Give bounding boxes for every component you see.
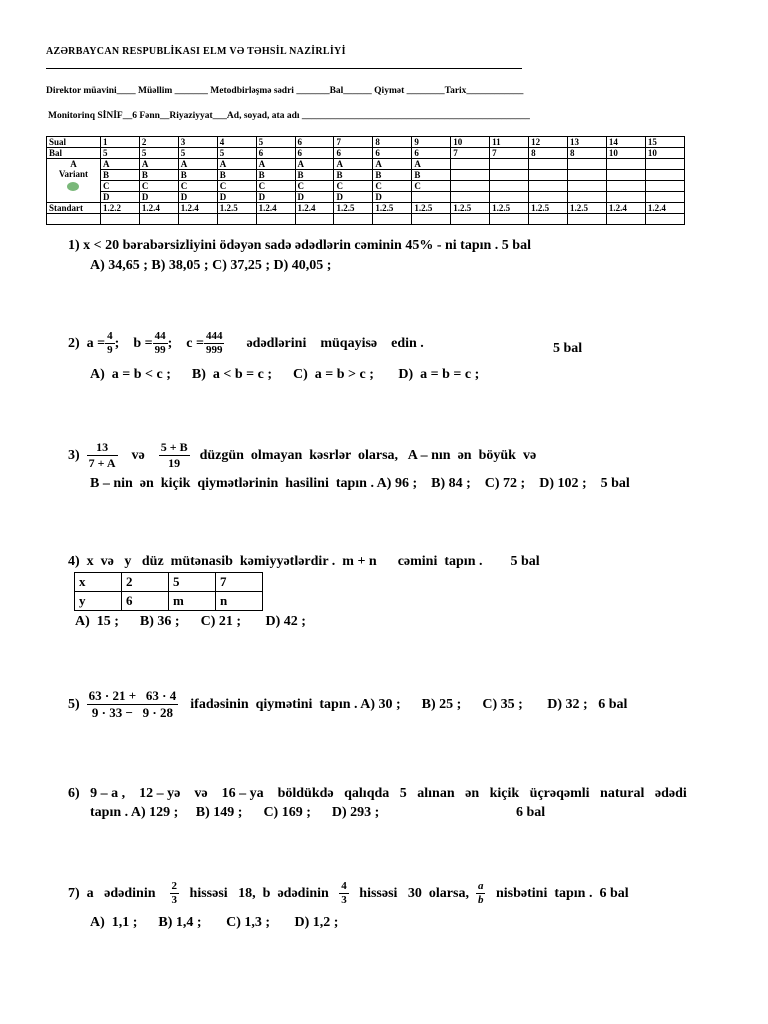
math-text: a ədədinin: [86, 885, 156, 901]
grid-cell: 1: [100, 137, 139, 148]
grid-cell: B: [373, 170, 412, 181]
grid-cell: 1.2.5: [451, 203, 490, 214]
fraction-numerator: 4: [107, 330, 113, 342]
grid-label-standart: Standart: [47, 203, 101, 214]
grid-cell: 13: [568, 137, 607, 148]
grid-cell: 7: [490, 148, 529, 159]
grid-cell: [606, 159, 645, 170]
header-divider: [46, 68, 522, 69]
grid-cell: C: [178, 181, 217, 192]
table-cell: x: [75, 573, 122, 592]
answer-grid: [46, 136, 685, 225]
grid-cell: [529, 181, 568, 192]
fraction-denominator: 99: [154, 344, 166, 356]
grid-cell: [568, 192, 607, 203]
leaf-logo-icon: [67, 182, 79, 191]
grid-cell: 7: [451, 148, 490, 159]
grid-cell: 4: [217, 137, 256, 148]
grid-cell: 8: [373, 137, 412, 148]
grid-cell: [47, 214, 101, 225]
grid-cell: [256, 214, 295, 225]
fraction-denominator: 9 · 33 − 9 · 28: [91, 705, 174, 720]
fraction-numerator: 13: [87, 440, 118, 456]
grid-cell: D: [334, 192, 373, 203]
grid-cell: [490, 192, 529, 203]
grid-cell: [645, 170, 684, 181]
grid-row-option-d: [47, 192, 685, 203]
math-text: ədədlərini müqayisə edin .: [246, 335, 424, 351]
grid-label-sual: Sual: [47, 137, 101, 148]
grid-cell: D: [139, 192, 178, 203]
grid-cell: [412, 192, 451, 203]
grid-cell: B: [256, 170, 295, 181]
grid-cell: 1.2.5: [412, 203, 451, 214]
question-2-score: 5 bal: [553, 341, 583, 356]
grid-cell: 6: [412, 148, 451, 159]
grid-cell: [529, 170, 568, 181]
grid-cell: [451, 214, 490, 225]
question-2-text: [68, 330, 424, 357]
grid-cell: 5: [100, 148, 139, 159]
grid-cell: 3: [178, 137, 217, 148]
fraction: [204, 330, 225, 357]
grid-cell: B: [295, 170, 334, 181]
grid-cell: 1.2.5: [529, 203, 568, 214]
grid-row-option-a: [47, 159, 685, 170]
grid-cell: C: [334, 181, 373, 192]
table-cell: y: [75, 592, 122, 611]
grid-cell: A: [334, 159, 373, 170]
grid-cell: [529, 214, 568, 225]
grid-cell: [490, 159, 529, 170]
math-text: ; c =: [167, 335, 204, 351]
grid-cell: B: [334, 170, 373, 181]
fraction-denominator: 7 + A: [88, 456, 116, 470]
grid-cell: 1.2.4: [606, 203, 645, 214]
question-7-text: [68, 880, 629, 907]
fraction-denominator: 3: [171, 894, 178, 906]
grid-cell: [490, 214, 529, 225]
grid-cell: [606, 181, 645, 192]
grid-cell: 14: [606, 137, 645, 148]
grid-cell: B: [100, 170, 139, 181]
grid-row-empty: [47, 214, 685, 225]
fraction-numerator: 44: [154, 330, 166, 342]
grid-cell: [568, 214, 607, 225]
grid-cell: 10: [645, 148, 684, 159]
table-row: [75, 592, 263, 611]
math-text: ifadəsinin qiymətini tapın . A) 30 ; B) 25 ; C) 35 ; D) 32 ; 6 bal: [190, 696, 628, 712]
student-line: Monitorinq SİNİF__6 Fənn__Riyaziyyat___Ad, soyad, ata adı ________________________________________________: [48, 111, 530, 121]
grid-cell: 1.2.5: [334, 203, 373, 214]
fraction-numerator: a: [477, 880, 484, 892]
grid-cell: 1.2.4: [256, 203, 295, 214]
grid-cell: B: [178, 170, 217, 181]
grid-cell: A: [295, 159, 334, 170]
grid-cell: 1.2.5: [217, 203, 256, 214]
question-4-text: 4) x və y düz mütənasib kəmiyyətlərdir . m + n cəmini tapın . 5 bal: [68, 554, 540, 569]
grid-cell: 1.2.2: [100, 203, 139, 214]
grid-cell: [568, 159, 607, 170]
grid-cell: 10: [451, 137, 490, 148]
grid-cell: [295, 214, 334, 225]
grid-row-option-c: [47, 181, 685, 192]
grid-cell: 5: [217, 148, 256, 159]
grid-cell: 1.2.4: [645, 203, 684, 214]
question-number: 7): [68, 885, 80, 901]
grid-cell: 1.2.4: [295, 203, 334, 214]
staff-line: Direktor müavini____ Müəllim _______ Metodbirləşmə sədri _______Bal______ Qiymət ________Tarix____________: [46, 86, 524, 96]
fraction-numerator: 4: [341, 880, 347, 892]
table-cell: n: [216, 592, 263, 611]
grid-cell: 1.2.5: [568, 203, 607, 214]
table-cell: 6: [122, 592, 169, 611]
grid-row-bal: [47, 148, 685, 159]
table-cell: 2: [122, 573, 169, 592]
grid-cell: A: [412, 159, 451, 170]
grid-cell: 1.2.4: [139, 203, 178, 214]
fraction: [159, 440, 190, 471]
grid-cell: [529, 192, 568, 203]
grid-cell: 6: [256, 148, 295, 159]
grid-row-sual: [47, 137, 685, 148]
fraction: [170, 880, 180, 907]
fraction: [476, 880, 486, 907]
fraction-denominator: b: [477, 894, 484, 906]
grid-cell: A: [373, 159, 412, 170]
variant-letter: A: [70, 159, 77, 169]
grid-cell: 6: [373, 148, 412, 159]
table-row: [75, 573, 263, 592]
grid-cell: C: [295, 181, 334, 192]
grid-cell: 2: [139, 137, 178, 148]
fraction-denominator: 9: [107, 344, 113, 356]
table-cell: 7: [216, 573, 263, 592]
grid-cell: B: [412, 170, 451, 181]
grid-cell: B: [217, 170, 256, 181]
grid-cell: [451, 170, 490, 181]
question-3-line-2: B – nin ən kiçik qiymətlərinin hasilini tapın . A) 96 ; B) 84 ; C) 72 ; D) 102 ; 5 bal: [90, 476, 630, 491]
grid-cell: A: [178, 159, 217, 170]
grid-cell: [645, 214, 684, 225]
grid-cell: [645, 159, 684, 170]
fraction: [339, 880, 349, 907]
fraction: [153, 330, 168, 357]
grid-cell: D: [295, 192, 334, 203]
grid-cell: [490, 181, 529, 192]
grid-cell: 5: [256, 137, 295, 148]
grid-cell: 5: [139, 148, 178, 159]
grid-cell: [606, 214, 645, 225]
fraction-numerator: 63 · 21 + 63 · 4: [88, 688, 177, 703]
question-1-text: 1) x < 20 bərabərsizliyini ödəyən sadə ədədlərin cəminin 45% - ni tapın . 5 bal: [68, 238, 531, 253]
grid-cell: [490, 170, 529, 181]
grid-cell: A: [217, 159, 256, 170]
fraction: [87, 440, 118, 471]
grid-cell: 12: [529, 137, 568, 148]
grid-cell: C: [373, 181, 412, 192]
grid-cell: [606, 192, 645, 203]
math-text: düzgün olmayan kəsrlər olarsa, A – nın ən böyük və: [199, 447, 537, 463]
table-cell: 5: [169, 573, 216, 592]
grid-cell: 15: [645, 137, 684, 148]
grid-cell: B: [139, 170, 178, 181]
fraction-denominator: 3: [341, 894, 347, 906]
question-6-options: tapın . A) 129 ; B) 149 ; C) 169 ; D) 293 ;: [90, 805, 380, 820]
grid-cell: D: [100, 192, 139, 203]
question-number: 5): [68, 696, 80, 712]
grid-cell: [451, 159, 490, 170]
grid-cell: [568, 170, 607, 181]
ministry-title: AZƏRBAYCAN RESPUBLİKASI ELM VƏ TƏHSİL NAZİRLİYİ: [46, 46, 346, 57]
grid-cell: 7: [334, 137, 373, 148]
question-2-options: A) a = b < c ; B) a < b = c ; C) a = b > c ; D) a = b = c ;: [90, 367, 480, 382]
grid-label-variant: [47, 159, 101, 203]
question-number: 3): [68, 447, 80, 463]
fraction-numerator: 5 + B: [160, 440, 188, 454]
math-text: və: [131, 447, 145, 463]
grid-cell: [178, 214, 217, 225]
grid-cell: D: [256, 192, 295, 203]
math-text: a =: [86, 335, 106, 351]
table-cell: m: [169, 592, 216, 611]
grid-cell: [645, 181, 684, 192]
grid-cell: 5: [178, 148, 217, 159]
math-text: nisbətini tapın . 6 bal: [495, 885, 629, 901]
grid-cell: [334, 214, 373, 225]
grid-cell: [139, 214, 178, 225]
question-7-options: A) 1,1 ; B) 1,4 ; C) 1,3 ; D) 1,2 ;: [90, 915, 339, 930]
grid-cell: C: [256, 181, 295, 192]
grid-cell: C: [217, 181, 256, 192]
grid-cell: C: [412, 181, 451, 192]
grid-cell: D: [217, 192, 256, 203]
math-text: hissəsi 30 olarsa,: [359, 885, 469, 901]
grid-label-bal: Bal: [47, 148, 101, 159]
grid-row-option-b: [47, 170, 685, 181]
question-number: 2): [68, 335, 80, 351]
grid-cell: [529, 159, 568, 170]
question-4-options: A) 15 ; B) 36 ; C) 21 ; D) 42 ;: [75, 614, 306, 629]
grid-cell: [606, 170, 645, 181]
grid-cell: [451, 181, 490, 192]
variant-word: Variant: [58, 169, 89, 179]
grid-cell: A: [100, 159, 139, 170]
fraction: [105, 330, 115, 357]
grid-cell: C: [100, 181, 139, 192]
fraction-numerator: 2: [171, 880, 178, 892]
question-5-text: [68, 688, 627, 721]
grid-cell: 11: [490, 137, 529, 148]
question-3-text: [68, 440, 536, 471]
grid-cell: 6: [295, 148, 334, 159]
math-text: ; b =: [114, 335, 153, 351]
grid-cell: 1.2.5: [373, 203, 412, 214]
fraction-numerator: 444: [205, 330, 223, 342]
math-text: hissəsi 18, b ədədinin: [189, 885, 329, 901]
grid-cell: C: [139, 181, 178, 192]
grid-cell: [373, 214, 412, 225]
grid-cell: 1.2.4: [178, 203, 217, 214]
question-6-score: 6 bal: [516, 805, 546, 820]
grid-cell: 1.2.5: [490, 203, 529, 214]
question-6-text: 6) 9 – a , 12 – yə və 16 – ya böldükdə qalıqda 5 alınan ən kiçik üçrəqəmli natural ədədi: [68, 786, 687, 801]
grid-cell: 9: [412, 137, 451, 148]
fraction-denominator: 999: [205, 344, 223, 356]
grid-cell: [451, 192, 490, 203]
grid-cell: [217, 214, 256, 225]
grid-cell: 10: [606, 148, 645, 159]
question-4-table: [74, 572, 263, 611]
fraction-denominator: 19: [168, 456, 181, 470]
grid-row-standart: [47, 203, 685, 214]
question-1-options: A) 34,65 ; B) 38,05 ; C) 37,25 ; D) 40,05 ;: [90, 258, 332, 273]
fraction: [87, 688, 179, 721]
grid-cell: A: [256, 159, 295, 170]
grid-cell: 6: [295, 137, 334, 148]
grid-cell: A: [139, 159, 178, 170]
grid-cell: [412, 214, 451, 225]
grid-cell: [100, 214, 139, 225]
grid-cell: D: [178, 192, 217, 203]
grid-cell: [645, 192, 684, 203]
grid-cell: [568, 181, 607, 192]
grid-cell: 6: [334, 148, 373, 159]
grid-cell: 8: [568, 148, 607, 159]
grid-cell: 8: [529, 148, 568, 159]
grid-cell: D: [373, 192, 412, 203]
